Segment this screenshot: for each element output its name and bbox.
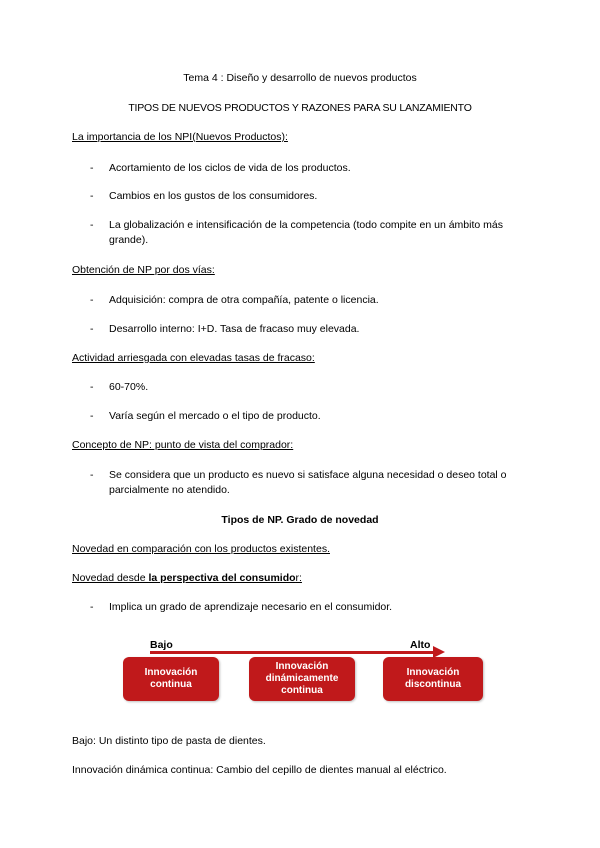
novedad-comparacion: Novedad en comparación con los productos existentes. [72,543,330,555]
list-item: Se considera que un producto es nuevo si satisface alguna necesidad o deseo total o parcialmente no atendido. [109,469,507,496]
list-item: La globalización e intensificación de la competencia (todo compite en un ámbito más grande). [109,219,503,246]
bullet-dash: - [90,410,94,422]
bullet-dash: - [90,190,94,202]
document-subtitle: TIPOS DE NUEVOS PRODUCTOS Y RAZONES PARA SU LANZAMIENTO [128,102,472,114]
bullet-dash: - [90,294,94,306]
bullet-dash: - [90,219,94,231]
list-item: Desarrollo interno: I+D. Tasa de fracaso muy elevada. [109,323,360,335]
section-heading-concepto: Concepto de NP: punto de vista del comprador: [72,439,294,451]
bullet-dash: - [90,381,94,393]
section-heading-obtencion: Obtención de NP por dos vías: [72,264,215,276]
box-innovacion-discontinua [383,657,483,701]
list-item: Adquisición: compra de otra compañía, patente o licencia. [109,294,379,306]
list-item: 60-70%. [109,381,149,393]
novedad-prefix: Novedad desde [72,572,149,584]
novedad-consumidor-heading [72,572,302,584]
box-label: Innovación discontinua [404,667,462,690]
box-label: Innovación dinámicamente continua [265,661,339,696]
novedad-bold: la perspectiva del consumido [148,572,296,584]
diagram-high-label: Alto [410,639,431,651]
list-item: Acortamiento de los ciclos de vida de los productos. [109,162,351,174]
list-item: Cambios en los gustos de los consumidores. [109,190,318,202]
box-label: Innovación continua [144,667,198,690]
footer-line: Bajo: Un distinto tipo de pasta de dientes. [72,735,266,747]
novedad-suffix: r: [295,572,302,584]
list-item: Implica un grado de aprendizaje necesario en el consumidor. [109,601,393,613]
diagram-low-label: Bajo [150,639,173,651]
tipos-heading: Tipos de NP. Grado de novedad [221,514,379,526]
box-innovacion-continua [123,657,219,701]
section-heading-actividad: Actividad arriesgada con elevadas tasas de fracaso: [72,352,315,364]
box-innovacion-dinamica [249,657,355,701]
bullet-dash: - [90,162,94,174]
bullet-dash: - [90,601,94,613]
document-title: Tema 4 : Diseño y desarrollo de nuevos productos [183,72,417,84]
footer-line: Innovación dinámica continua: Cambio del cepillo de dientes manual al eléctrico. [72,764,447,776]
list-item: Varía según el mercado o el tipo de producto. [109,410,321,422]
section-heading-importancia: La importancia de los NPI(Nuevos Productos): [72,131,288,143]
bullet-dash: - [90,323,94,335]
bullet-dash: - [90,469,94,481]
diagram-arrow-line [150,651,435,654]
